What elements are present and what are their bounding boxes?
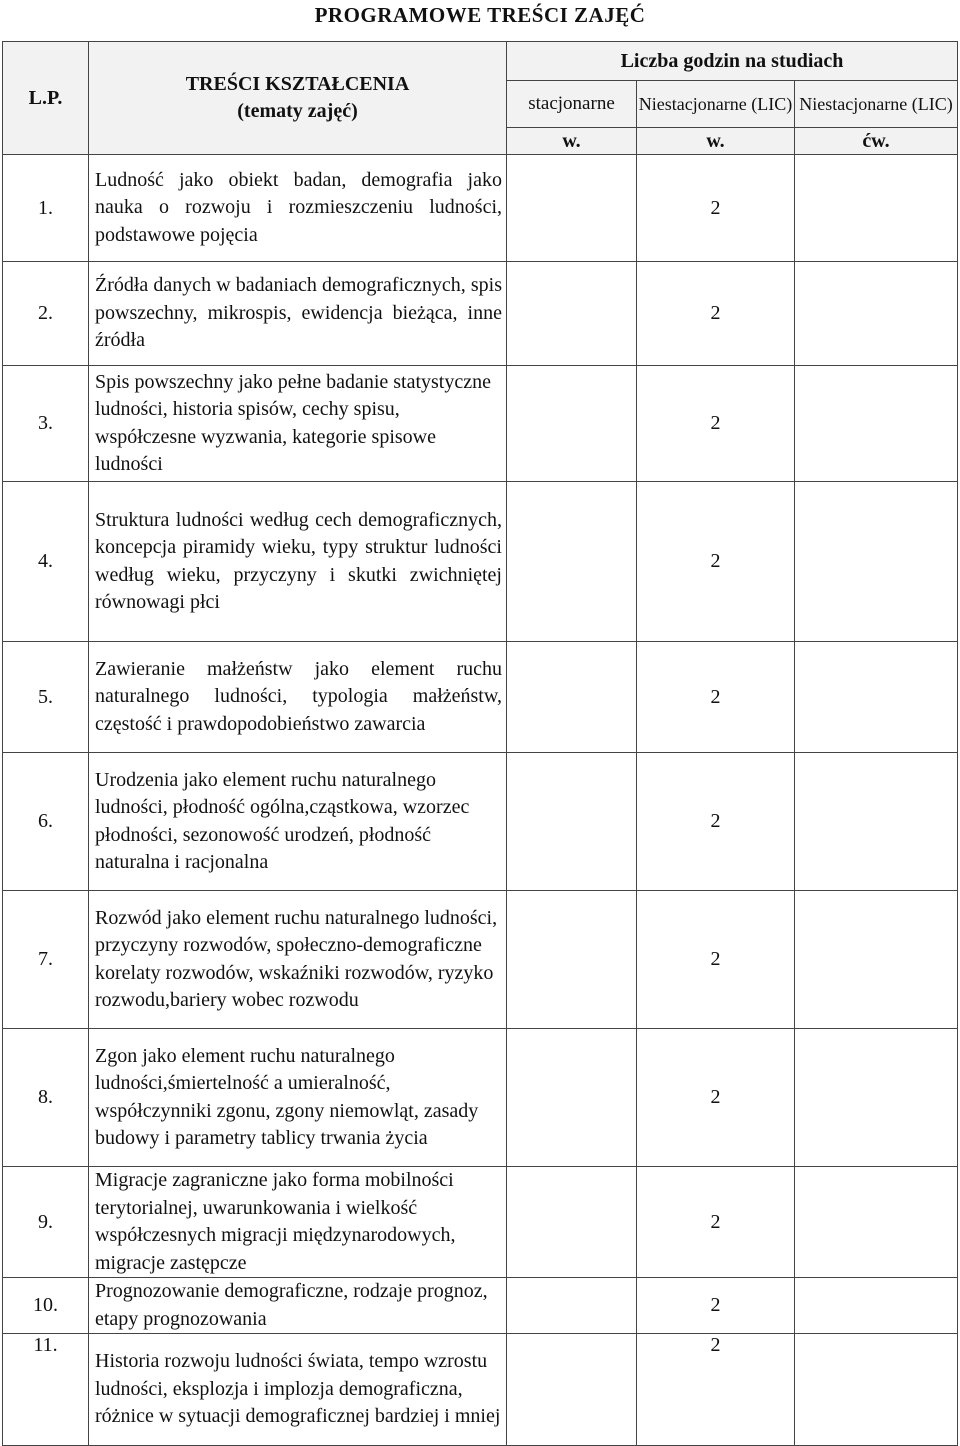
row-lp: 1.: [3, 155, 89, 262]
row-hours-niestacjonarne-cw: [795, 482, 958, 642]
row-topic: Historia rozwoju ludności świata, tempo wzrostu ludności, eksplozja i implozja demograficzna, różnice w sytuacji demograficznej bardziej i mniej: [89, 1334, 507, 1446]
header-col-stacjonarne: stacjonarne: [507, 81, 637, 128]
row-lp: 10.: [3, 1278, 89, 1334]
row-lp: 8.: [3, 1029, 89, 1167]
row-hours-niestacjonarne-cw: [795, 1029, 958, 1167]
row-topic: Ludność jako obiekt badan, demografia jako nauka o rozwoju i rozmieszczeniu ludności, podstawowe pojęcia: [89, 155, 507, 262]
row-hours-niestacjonarne-w: 2: [637, 366, 795, 482]
row-hours-stacjonarne: [507, 482, 637, 642]
row-lp: 6.: [3, 753, 89, 891]
row-hours-niestacjonarne-cw: [795, 155, 958, 262]
row-topic: Rozwód jako element ruchu naturalnego ludności, przyczyny rozwodów, społeczno-demograficzne korelaty rozwodów, wskaźniki rozwodów, ryzyko rozwodu,bariery wobec rozwodu: [89, 891, 507, 1029]
row-hours-stacjonarne: [507, 1278, 637, 1334]
row-hours-niestacjonarne-cw: [795, 891, 958, 1029]
table-row: [3, 262, 958, 366]
header-col-niestacjonarne-1: Niestacjonarne (LIC): [637, 81, 795, 128]
row-lp: 9.: [3, 1167, 89, 1278]
row-hours-stacjonarne: [507, 1029, 637, 1167]
table-row: [3, 482, 958, 642]
row-hours-stacjonarne: [507, 1334, 637, 1446]
row-hours-niestacjonarne-w: 2: [637, 262, 795, 366]
row-lp: 7.: [3, 891, 89, 1029]
header-unit-2: w.: [637, 128, 795, 155]
table-row: [3, 642, 958, 753]
header-unit-3: ćw.: [795, 128, 958, 155]
row-hours-niestacjonarne-w: 2: [637, 642, 795, 753]
row-hours-niestacjonarne-cw: [795, 1278, 958, 1334]
header-lp: L.P.: [3, 42, 89, 155]
row-hours-stacjonarne: [507, 642, 637, 753]
row-lp: 5.: [3, 642, 89, 753]
header-topic: [89, 42, 507, 155]
row-hours-niestacjonarne-w: 2: [637, 1278, 795, 1334]
row-hours-stacjonarne: [507, 891, 637, 1029]
row-hours-niestacjonarne-w: 2: [637, 1029, 795, 1167]
row-hours-stacjonarne: [507, 155, 637, 262]
row-hours-niestacjonarne-w: 2: [637, 1334, 795, 1446]
row-hours-niestacjonarne-w: 2: [637, 155, 795, 262]
row-hours-niestacjonarne-cw: [795, 366, 958, 482]
table-row: [3, 155, 958, 262]
table-row: [3, 753, 958, 891]
row-topic: Urodzenia jako element ruchu naturalnego ludności, płodność ogólna,cząstkowa, wzorzec płodności, sezonowość urodzeń, płodność naturalna i racjonalna: [89, 753, 507, 891]
row-lp: 11.: [3, 1334, 89, 1446]
row-topic: Zawieranie małżeństw jako element ruchu naturalnego ludności, typologia małżeństw, częstość i prawdopodobieństwo zawarcia: [89, 642, 507, 753]
row-hours-niestacjonarne-w: 2: [637, 753, 795, 891]
row-lp: 2.: [3, 262, 89, 366]
row-hours-niestacjonarne-cw: [795, 1334, 958, 1446]
row-topic: Źródła danych w badaniach demograficznych, spis powszechny, mikrospis, ewidencja bieżąca, inne źródła: [89, 262, 507, 366]
row-hours-stacjonarne: [507, 366, 637, 482]
table-row: [3, 1029, 958, 1167]
row-hours-stacjonarne: [507, 753, 637, 891]
header-col-niestacjonarne-2: Niestacjonarne (LIC): [795, 81, 958, 128]
header-topic-line2: (tematy zajęć): [237, 100, 358, 122]
row-hours-niestacjonarne-w: 2: [637, 1167, 795, 1278]
table-row: [3, 1334, 958, 1446]
table-row: [3, 1167, 958, 1278]
header-unit-1: w.: [507, 128, 637, 155]
row-hours-niestacjonarne-cw: [795, 753, 958, 891]
header-topic-line1: TREŚCI KSZTAŁCENIA: [185, 73, 410, 95]
row-hours-niestacjonarne-cw: [795, 262, 958, 366]
row-hours-niestacjonarne-w: 2: [637, 482, 795, 642]
page-title: PROGRAMOWE TREŚCI ZAJĘĆ: [314, 3, 646, 27]
row-hours-niestacjonarne-cw: [795, 1167, 958, 1278]
row-topic: Spis powszechny jako pełne badanie statystyczne ludności, historia spisów, cechy spisu, współczesne wyzwania, kategorie spisowe ludności: [89, 366, 507, 482]
row-topic: Struktura ludności według cech demograficznych, koncepcja piramidy wieku, typy struktur ludności według wieku, przyczyny i skutki zwichniętej równowagi płci: [89, 482, 507, 642]
row-topic: Prognozowanie demograficzne, rodzaje prognoz, etapy prognozowania: [89, 1278, 507, 1334]
table-row: [3, 366, 958, 482]
row-lp: 4.: [3, 482, 89, 642]
row-hours-stacjonarne: [507, 262, 637, 366]
table-row: [3, 1278, 958, 1334]
row-topic: Migracje zagraniczne jako forma mobilności terytorialnej, uwarunkowania i wielkość współczesnych migracji międzynarodowych, migracje zastępcze: [89, 1167, 507, 1278]
row-hours-niestacjonarne-cw: [795, 642, 958, 753]
table-row: [3, 891, 958, 1029]
row-lp: 3.: [3, 366, 89, 482]
row-hours-stacjonarne: [507, 1167, 637, 1278]
row-hours-niestacjonarne-w: 2: [637, 891, 795, 1029]
program-table: [2, 41, 958, 1446]
row-topic: Zgon jako element ruchu naturalnego ludności,śmiertelność a umieralność, współczynniki zgonu, zgony niemowląt, zasady budowy i parametry tablicy trwania życia: [89, 1029, 507, 1167]
header-hours-group: Liczba godzin na studiach: [507, 42, 958, 81]
